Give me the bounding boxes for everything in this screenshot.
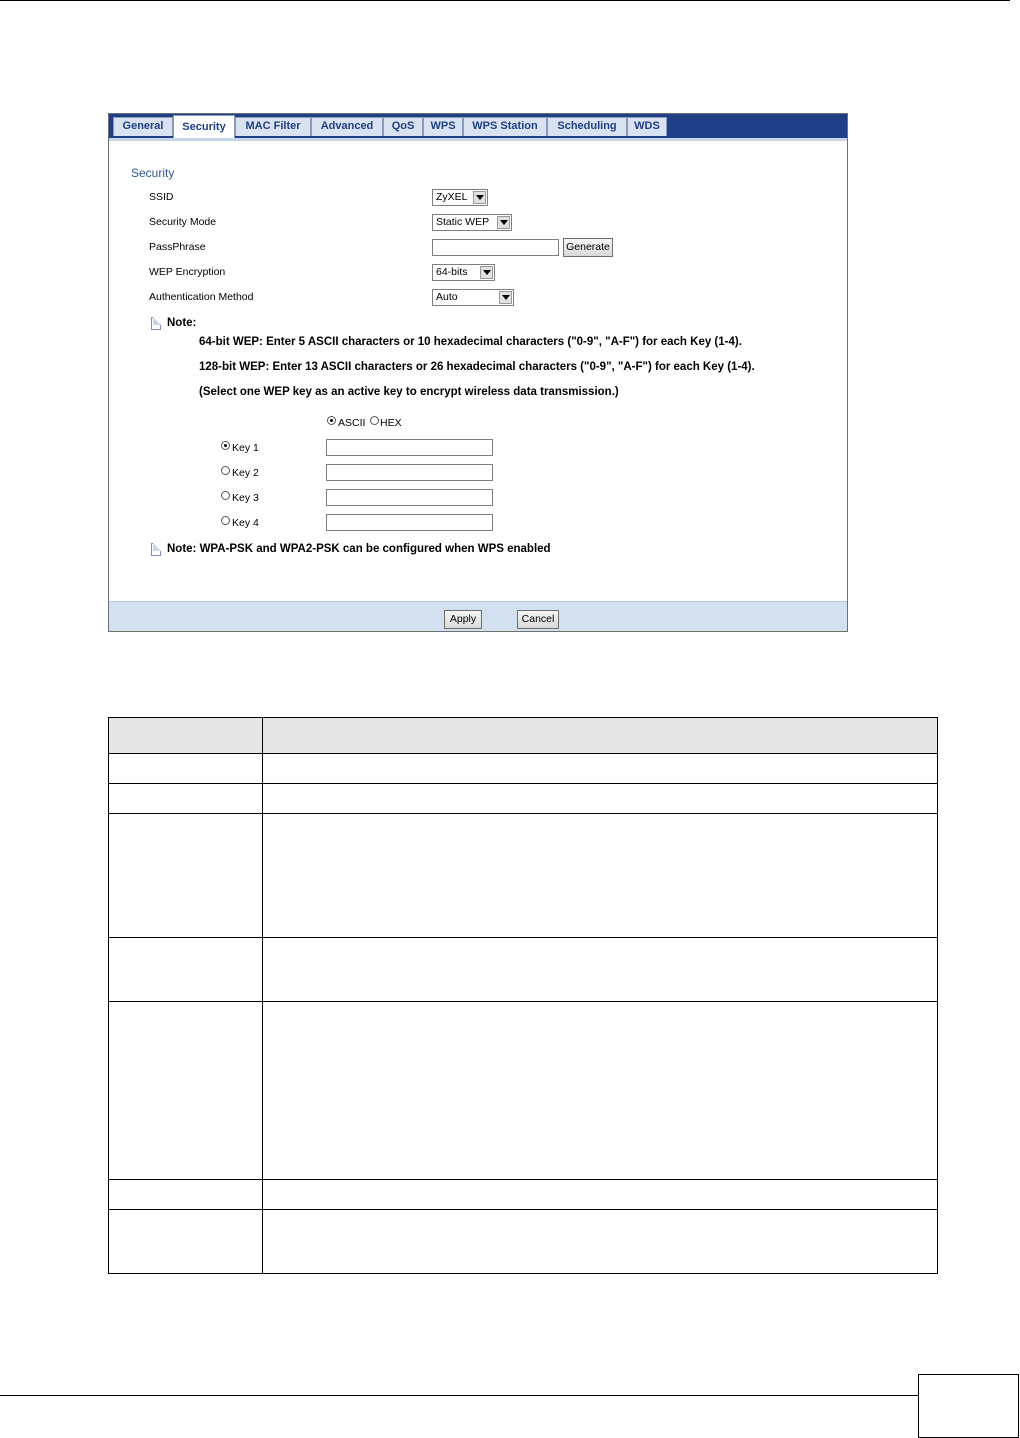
ascii-label: ASCII bbox=[338, 417, 366, 429]
section-title: Security bbox=[131, 166, 175, 180]
auth-method-value: Auto bbox=[436, 291, 458, 303]
generate-button[interactable]: Generate bbox=[563, 238, 613, 257]
table-row-cell bbox=[262, 783, 938, 813]
page-number-box bbox=[918, 1374, 1019, 1438]
tab-advanced[interactable]: Advanced bbox=[311, 117, 383, 136]
chevron-down-icon bbox=[499, 291, 512, 304]
button-footer bbox=[109, 601, 847, 631]
note-icon bbox=[151, 317, 161, 330]
note-line-64bit: 64-bit WEP: Enter 5 ASCII characters or 10 hexadecimal characters ("0-9", "A-F") for each Key (1-4). bbox=[199, 336, 742, 348]
chevron-down-icon bbox=[473, 191, 486, 204]
description-table bbox=[108, 717, 938, 1274]
hex-label: HEX bbox=[380, 417, 402, 429]
ssid-label: SSID bbox=[149, 191, 174, 203]
key4-input[interactable] bbox=[326, 514, 493, 531]
table-row-cell bbox=[108, 753, 262, 783]
cancel-button[interactable]: Cancel bbox=[517, 610, 559, 629]
key1-input[interactable] bbox=[326, 439, 493, 456]
ssid-select[interactable] bbox=[432, 189, 488, 206]
tab-bar bbox=[109, 114, 847, 138]
table-row-cell bbox=[108, 937, 262, 1001]
tab-wps-station[interactable]: WPS Station bbox=[463, 117, 547, 136]
key3-input[interactable] bbox=[326, 489, 493, 506]
security-screenshot bbox=[108, 113, 848, 632]
table-row-cell bbox=[108, 1001, 262, 1179]
chevron-down-icon bbox=[480, 266, 493, 279]
tab-wps[interactable]: WPS bbox=[423, 117, 463, 136]
note-wps: Note: WPA-PSK and WPA2-PSK can be configured when WPS enabled bbox=[167, 543, 551, 555]
hex-radio[interactable] bbox=[370, 416, 379, 425]
table-header-description-cell bbox=[262, 717, 938, 753]
tab-wds[interactable]: WDS bbox=[627, 117, 667, 136]
table-row-cell bbox=[108, 1209, 262, 1274]
security-mode-value: Static WEP bbox=[436, 216, 490, 228]
security-mode-select[interactable] bbox=[432, 214, 512, 231]
wep-encryption-select[interactable] bbox=[432, 264, 495, 281]
tab-mac-filter[interactable]: MAC Filter bbox=[235, 117, 311, 136]
security-mode-label: Security Mode bbox=[149, 216, 217, 228]
key4-radio[interactable] bbox=[221, 516, 230, 525]
table-row-cell bbox=[262, 1179, 938, 1209]
passphrase-label: PassPhrase bbox=[149, 241, 206, 253]
key3-radio[interactable] bbox=[221, 491, 230, 500]
note-line-128bit: 128-bit WEP: Enter 13 ASCII characters or 26 hexadecimal characters ("0-9", "A-F") for each Key (1-4). bbox=[199, 361, 755, 373]
table-row-cell bbox=[262, 813, 938, 937]
wep-encryption-value: 64-bits bbox=[436, 266, 468, 278]
table-row-cell bbox=[262, 937, 938, 1001]
table-row-cell bbox=[108, 1179, 262, 1209]
wep-encryption-label: WEP Encryption bbox=[149, 266, 226, 278]
key1-radio[interactable] bbox=[221, 441, 230, 450]
tab-underline bbox=[109, 138, 847, 141]
table-row-cell bbox=[108, 783, 262, 813]
key2-radio[interactable] bbox=[221, 466, 230, 475]
ssid-value: ZyXEL bbox=[436, 191, 468, 203]
tab-general[interactable]: General bbox=[113, 117, 173, 136]
tab-scheduling[interactable]: Scheduling bbox=[547, 117, 627, 136]
ascii-radio[interactable] bbox=[327, 416, 336, 425]
auth-method-label: Authentication Method bbox=[149, 291, 254, 303]
key3-label: Key 3 bbox=[232, 492, 259, 504]
note-icon bbox=[151, 543, 161, 556]
chevron-down-icon bbox=[497, 216, 510, 229]
key1-label: Key 1 bbox=[232, 442, 259, 454]
header-rule bbox=[0, 0, 1010, 1]
table-row-cell bbox=[262, 1001, 938, 1179]
note-title: Note: bbox=[167, 317, 197, 329]
table-row-cell bbox=[108, 813, 262, 937]
passphrase-input[interactable] bbox=[432, 239, 559, 256]
table-row-cell bbox=[262, 1209, 938, 1274]
key2-input[interactable] bbox=[326, 464, 493, 481]
table-right-border bbox=[937, 717, 938, 1274]
auth-method-select[interactable] bbox=[432, 289, 514, 306]
tab-qos[interactable]: QoS bbox=[383, 117, 423, 136]
key2-label: Key 2 bbox=[232, 467, 259, 479]
table-bottom-border bbox=[108, 1273, 938, 1274]
apply-button[interactable]: Apply bbox=[444, 610, 482, 629]
table-header-label-cell bbox=[108, 717, 262, 753]
footer-rule bbox=[0, 1395, 918, 1396]
table-row-cell bbox=[262, 753, 938, 783]
key4-label: Key 4 bbox=[232, 517, 259, 529]
note-line-select-key: (Select one WEP key as an active key to encrypt wireless data transmission.) bbox=[199, 386, 619, 398]
tab-security[interactable]: Security bbox=[173, 115, 235, 138]
